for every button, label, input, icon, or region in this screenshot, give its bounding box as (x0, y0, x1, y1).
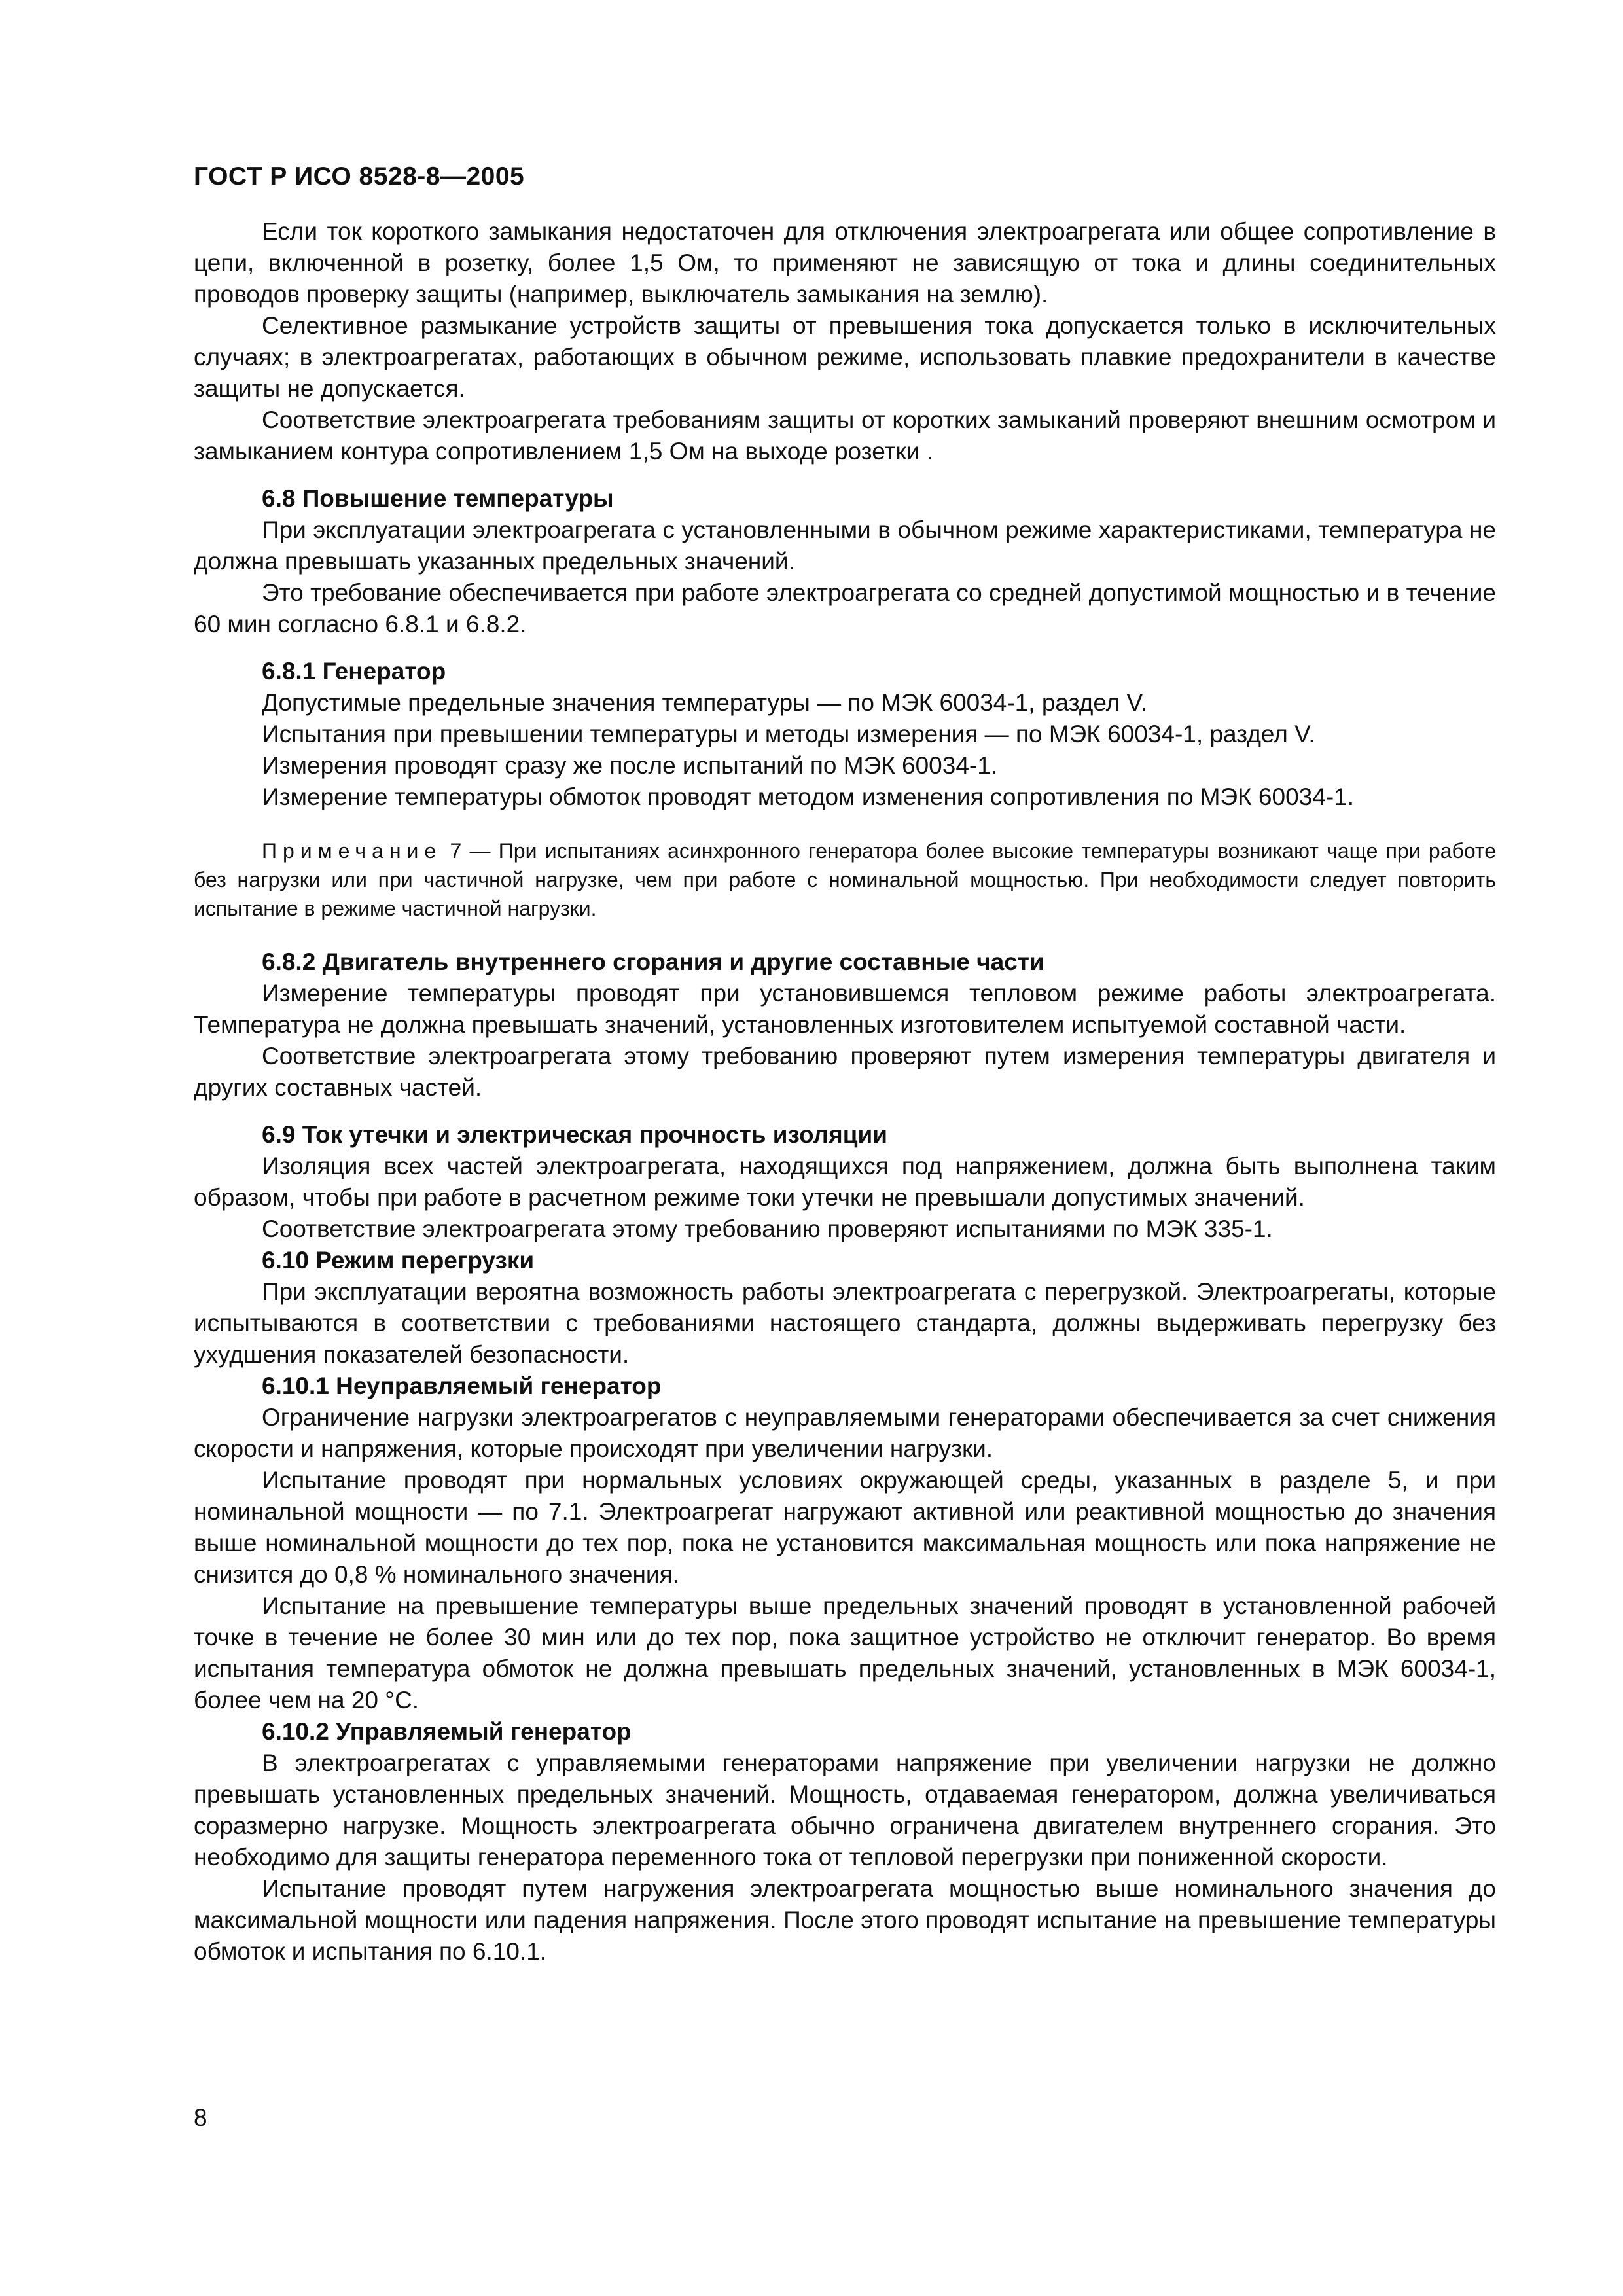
note-label: Примечание (262, 839, 442, 863)
paragraph: Допустимые предельные значения температуры — по МЭК 60034-1, раздел V. (262, 689, 1148, 716)
section-heading-6-8-2: 6.8.2 Двигатель внутреннего сгорания и другие составные части (262, 948, 1044, 975)
paragraph: В электроагрегатах с управляемыми генераторами напряжение при увеличении нагрузки не должно превышать установленных предельных значений. Мощность, отдаваемая генератором, должна увеличиваться соразмерно нагрузке. Мощность электроагрегата обычно ограничена двигателем внутреннего сгорания. Это необходимо для защиты генератора переменного тока от тепловой перегрузки при пониженной скорости. (194, 1749, 1496, 1871)
section-heading-6-8-1: 6.8.1 Генератор (262, 658, 446, 685)
section-heading-6-10-1: 6.10.1 Неуправляемый генератор (262, 1372, 662, 1399)
note-text: 7 — При испытаниях асинхронного генератора более высокие температуры возникают чаще при работе без нагрузки или при частичной нагрузке, чем при работе с номинальной мощностью. При необходимости следует повторить испытание в режиме частичной нагрузки. (194, 839, 1496, 920)
paragraph: Испытания при превышении температуры и методы измерения — по МЭК 60034-1, раздел V. (262, 721, 1315, 747)
section-heading-6-10-2: 6.10.2 Управляемый генератор (262, 1718, 632, 1745)
paragraph: Соответствие электроагрегата требованиям защиты от коротких замыканий проверяют внешним осмотром и замыканием контура сопротивлением 1,5 Ом на выходе розетки . (194, 406, 1496, 465)
paragraph: Селективное размыкание устройств защиты от превышения тока допускается только в исключительных случаях; в электроагрегатах, работающих в обычном режиме, использовать плавкие предохранители в качестве защиты не допускается. (194, 312, 1496, 402)
document-header: ГОСТ Р ИСО 8528-8—2005 (194, 162, 525, 190)
section-heading-6-8: 6.8 Повышение температуры (262, 485, 614, 512)
paragraph: При эксплуатации электроагрегата с установленными в обычном режиме характеристиками, температура не должна превышать указанных предельных значений. (194, 516, 1496, 575)
paragraph: Изоляция всех частей электроагрегата, находящихся под напряжением, должна быть выполнена таким образом, чтобы при работе в расчетном режиме токи утечки не превышали допустимых значений. (194, 1153, 1496, 1211)
section-heading-6-10: 6.10 Режим перегрузки (262, 1247, 535, 1274)
paragraph: Это требование обеспечивается при работе электроагрегата со средней допустимой мощностью и в течение 60 мин согласно 6.8.1 и 6.8.2. (194, 579, 1496, 637)
paragraph: Испытание проводят путем нагружения электроагрегата мощностью выше номинального значения до максимальной мощности или падения напряжения. После этого проводят испытание на превышение температуры обмоток и испытания по 6.10.1. (194, 1875, 1496, 1965)
paragraph: Если ток короткого замыкания недостаточен для отключения электроагрегата или общее сопротивление в цепи, включенной в розетку, более 1,5 Ом, то применяют не зависящую от тока и длины соединительных проводов проверку защиты (например, выключатель замыкания на землю). (194, 218, 1496, 308)
paragraph: Измерения проводят сразу же после испытаний по МЭК 60034-1. (262, 752, 998, 779)
page-number: 8 (194, 2104, 207, 2131)
section-heading-6-9: 6.9 Ток утечки и электрическая прочность изоляции (262, 1121, 887, 1148)
paragraph: Измерение температуры обмоток проводят методом изменения сопротивления по МЭК 60034-1. (262, 783, 1354, 810)
paragraph: Испытание на превышение температуры выше предельных значений проводят в установленной рабочей точке в течение не более 30 мин или до тех пор, пока защитное устройство не отключит генератор. Во время испытания температура обмоток не должна превышать предельных значений, установленных в МЭК 60034-1, более чем на 20 °С. (194, 1592, 1496, 1713)
paragraph: При эксплуатации вероятна возможность работы электроагрегата с перегрузкой. Электроагрегаты, которые испытываются в соответствии с требованиями настоящего стандарта, должны выдерживать перегрузку без ухудшения показателей безопасности. (194, 1278, 1496, 1368)
paragraph: Испытание проводят при нормальных условиях окружающей среды, указанных в разделе 5, и при номинальной мощности — по 7.1. Электроагрегат нагружают активной или реактивной мощностью до значения выше номинальной мощности до тех пор, пока не установится максимальная мощность или пока напряжение не снизится до 0,8 % номинального значения. (194, 1467, 1496, 1588)
paragraph: Соответствие электроагрегата этому требованию проверяют путем измерения температуры двигателя и других составных частей. (194, 1043, 1496, 1101)
paragraph: Ограничение нагрузки электроагрегатов с неуправляемыми генераторами обеспечивается за счет снижения скорости и напряжения, которые происходят при увеличении нагрузки. (194, 1404, 1496, 1462)
paragraph: Измерение температуры проводят при установившемся тепловом режиме работы электроагрегата. Температура не должна превышать значений, установленных изготовителем испытуемой составной части. (194, 980, 1496, 1038)
paragraph: Соответствие электроагрегата этому требованию проверяют испытаниями по МЭК 335-1. (262, 1215, 1273, 1242)
note-7 (194, 836, 1496, 923)
document-body (194, 216, 1496, 1967)
